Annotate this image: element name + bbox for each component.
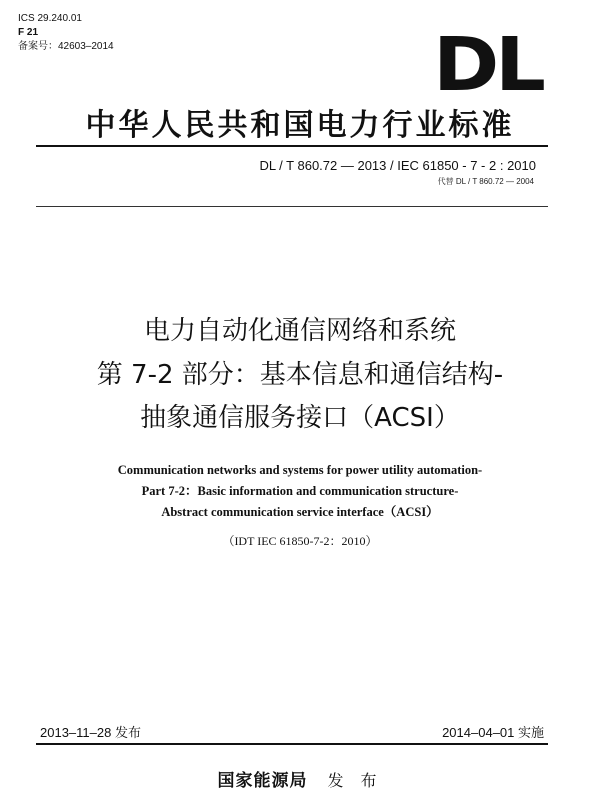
identical-reference: （IDT IEC 61850-7-2：2010） [222,534,378,548]
title-en-line-3: Abstract communication service interface（ACSI） [161,505,439,519]
title-zh-line-2: 第 7-2 部分：基本信息和通信结构- [96,360,504,390]
footer-rule [36,743,548,745]
record-number: 备案号：42603–2014 [18,41,114,52]
standard-number: DL / T 860.72 — 2013 / IEC 61850 - 7 - 2 : 2010 [259,158,536,173]
publish-date: 2013–11–28 发布 [40,725,141,740]
implement-date: 2014–04–01 实施 [442,725,544,740]
organization-title: 中华人民共和国电力行业标准 [85,108,515,143]
issuer [0,766,600,791]
header-rule [36,145,548,147]
issuer-name: 国家能源局 [217,771,308,791]
replaces-standard: 代替 DL / T 860.72 — 2004 [437,177,534,186]
title-en-line-1: Communication networks and systems for power utility automation- [117,463,483,477]
title-zh-line-3: 抽象通信服务接口（ACSI） [140,403,460,433]
issuer-action: 发 布 [327,771,383,790]
title-en-line-2: Part 7-2：Basic information and communication structure- [141,484,459,498]
dl-logo: DL [433,22,542,108]
title-zh-line-1: 电力自动化通信网络和系统 [143,316,456,346]
ccs-code: F 21 [18,27,39,38]
ics-code: ICS 29.240.01 [18,13,82,24]
standard-rule [36,206,548,207]
